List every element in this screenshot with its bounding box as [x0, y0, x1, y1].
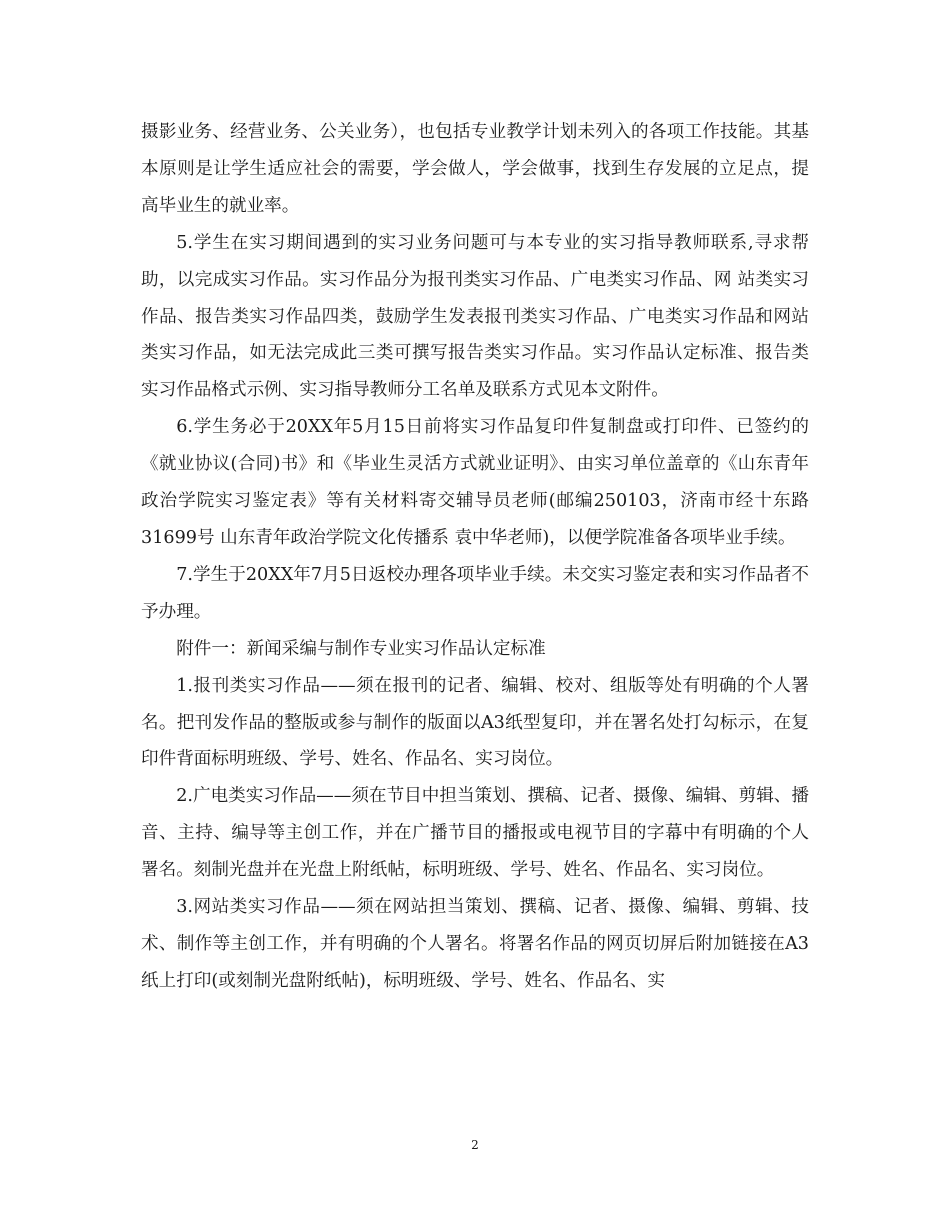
paragraph-item-7: 7.学生于20XX年7月5日返校办理各项毕业手续。未交实习鉴定表和实习作品者不予办理。 — [141, 564, 809, 622]
document-body — [141, 114, 809, 1000]
paragraph-criteria-2: 2.广电类实习作品——须在节目中担当策划、撰稿、记者、摄像、编辑、剪辑、播音、主持、编导等主创工作，并在广播节目的播报或电视节目的字幕中有明确的个人署名。刻制光盘并在光盘上附纸帖，标明班级、学号、姓名、作品名、实习岗位。 — [141, 786, 809, 881]
paragraph-continuation: 摄影业务、经营业务、公关业务），也包括专业教学计划未列入的各项工作技能。其基本原则是让学生适应社会的需要，学会做人，学会做事，找到生存发展的立足点，提高毕业生的就业率。 — [141, 122, 809, 216]
paragraph-item-6: 6.学生务必于20XX年5月15日前将实习作品复印件复制盘或打印件、已签约的《就业协议(合同)书》和《毕业生灵活方式就业证明》、由实习单位盖章的《山东青年政治学院实习鉴定表》等有关材料寄交辅导员老师(邮编250103，济南市经十东路31699号 山东青年政治学院文化传播系 袁中华老师)，以便学院准备各项毕业手续。 — [141, 417, 809, 548]
paragraph-item-5: 5.学生在实习期间遇到的实习业务问题可与本专业的实习指导教师联系,寻求帮助，以完成实习作品。实习作品分为报刊类实习作品、广电类实习作品、网 站类实习作品、报告类实习作品四类，鼓励学生发表报刊类实习作品、广电类实习作品和网站类实习作品，如无法完成此三类可撰写报告类实习作品。实习作品认定标准、报告类实习作品格式示例、实习指导教师分工名单及联系方式见本文附件。 — [141, 232, 809, 401]
paragraph-criteria-3: 3.网站类实习作品——须在网站担当策划、撰稿、记者、摄像、编辑、剪辑、技术、制作等主创工作，并有明确的个人署名。将署名作品的网页切屏后附加链接在A3纸上打印(或刻制光盘附纸帖)，标明班级、学号、姓名、作品名、实 — [141, 897, 809, 991]
page-number: 2 — [471, 1138, 479, 1152]
attachment-heading: 附件一：新闻采编与制作专业实习作品认定标准 — [176, 638, 546, 659]
paragraph-criteria-1: 1.报刊类实习作品——须在报刊的记者、编辑、校对、组版等处有明确的个人署名。把刊发作品的整版或参与制作的版面以A3纸型复印，并在署名处打勾标示，在复印件背面标明班级、学号、姓名、作品名、实习岗位。 — [141, 675, 809, 770]
